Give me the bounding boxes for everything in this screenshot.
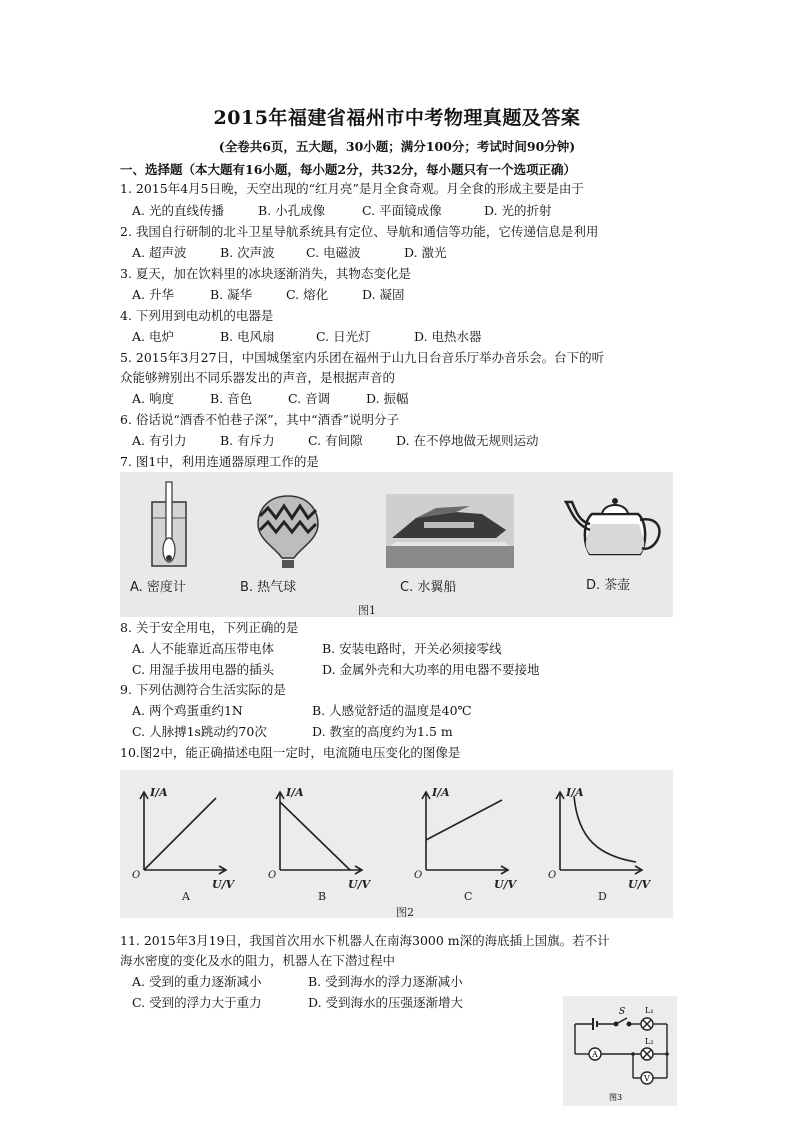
option: D. 电热水器 xyxy=(414,329,482,344)
option: C. 音调 xyxy=(288,391,331,406)
x-axis-label: U/V xyxy=(494,878,517,891)
question-2-options xyxy=(132,244,447,262)
figure-2-caption: 图2 xyxy=(396,906,414,918)
option: B. 受到海水的浮力逐渐减小 xyxy=(308,974,463,989)
figure-1-caption: 图1 xyxy=(358,604,376,617)
option: A. 升华 xyxy=(132,287,174,302)
origin-label: O xyxy=(548,870,557,881)
graph-option-label: D xyxy=(598,890,607,903)
option: A. 电炉 xyxy=(132,329,174,344)
figure-2 xyxy=(120,770,673,918)
option: B. 有斥力 xyxy=(220,433,275,448)
option: A. 人不能靠近高压带电体 xyxy=(132,641,274,656)
figure-2-graphs xyxy=(120,770,673,918)
option: C. 受到的浮力大于重力 xyxy=(132,995,262,1010)
figure-1 xyxy=(120,472,673,617)
question-9-options-row-2 xyxy=(132,723,453,741)
question-5-stem-cont: 众能够辨别出不同乐器发出的声音，是根据声音的 xyxy=(120,370,396,385)
question-9-options-row-1 xyxy=(132,702,472,720)
question-11-options-row-2 xyxy=(132,994,463,1012)
figure-1-item-label: B. 热气球 xyxy=(240,580,297,595)
option: C. 人脉搏1s跳动约70次 xyxy=(132,724,267,739)
figure-1-item-label: D. 茶壶 xyxy=(586,578,631,593)
x-axis-label: U/V xyxy=(628,878,651,891)
option: B. 次声波 xyxy=(220,245,275,260)
question-3-stem: 3. 夏天，加在饮料里的冰块逐渐消失，其物态变化是 xyxy=(120,266,411,281)
option: D. 振幅 xyxy=(366,391,409,406)
figure-1-item-label: C. 水翼船 xyxy=(400,580,457,595)
graph-curve-c xyxy=(426,800,502,840)
question-9-stem: 9. 下列估测符合生活实际的是 xyxy=(120,682,286,697)
voltmeter-label: V xyxy=(644,1074,650,1083)
teapot-icon xyxy=(564,494,670,564)
graph-option-label: C xyxy=(464,890,473,903)
graph-option-label: A xyxy=(182,890,190,903)
option: B. 小孔成像 xyxy=(258,203,326,218)
option: B. 人感觉舒适的温度是40℃ xyxy=(312,703,472,718)
option: C. 电磁波 xyxy=(306,245,361,260)
option: C. 平面镜成像 xyxy=(362,203,442,218)
question-1-options xyxy=(132,202,552,220)
option: C. 有间隙 xyxy=(308,433,363,448)
question-5-options xyxy=(132,390,409,408)
question-11-options-row-1 xyxy=(132,973,463,991)
question-6-stem: 6. 俗话说“酒香不怕巷子深”，其中“酒香”说明分子 xyxy=(120,412,399,427)
ammeter-label: A xyxy=(592,1050,598,1059)
option: D. 在不停地做无规则运动 xyxy=(396,433,539,448)
question-7-stem: 7. 图1中，利用连通器原理工作的是 xyxy=(120,454,319,469)
origin-label: O xyxy=(414,870,423,881)
y-axis-label: I/A xyxy=(150,786,168,799)
option: D. 激光 xyxy=(404,245,447,260)
lamp-1-label: L₁ xyxy=(645,1006,654,1015)
switch-label: S xyxy=(619,1007,626,1017)
option: B. 电风扇 xyxy=(220,329,275,344)
option: D. 光的折射 xyxy=(484,203,552,218)
option: B. 安装电路时，开关必须接零线 xyxy=(322,641,502,656)
option: A. 超声波 xyxy=(132,245,187,260)
y-axis-label: I/A xyxy=(286,786,304,799)
hydrofoil-boat-icon xyxy=(386,494,514,568)
question-4-options xyxy=(132,328,482,346)
origin-label: O xyxy=(268,870,277,881)
page-title: 2015年福建省福州市中考物理真题及答案 xyxy=(213,107,581,129)
option: C. 用湿手拔用电器的插头 xyxy=(132,662,275,677)
option: C. 日光灯 xyxy=(316,329,371,344)
graph-curve-b xyxy=(280,802,350,870)
lamp-2-label: L₂ xyxy=(645,1037,654,1046)
question-4-stem: 4. 下列用到电动机的电器是 xyxy=(120,308,274,323)
option: D. 金属外壳和大功率的用电器不要接地 xyxy=(322,662,540,677)
graph-curve-a xyxy=(144,798,216,870)
question-2-stem: 2. 我国自行研制的北斗卫星导航系统具有定位、导航和通信等功能，它传递信息是利用 xyxy=(120,224,599,239)
origin-label: O xyxy=(132,870,141,881)
option: B. 凝华 xyxy=(210,287,253,302)
question-8-stem: 8. 关于安全用电，下列正确的是 xyxy=(120,620,299,635)
x-axis-label: U/V xyxy=(212,878,235,891)
option: A. 两个鸡蛋重约1N xyxy=(132,703,243,718)
question-1-stem: 1. 2015年4月5日晚，天空出现的“红月亮”是月全食奇观。月全食的形成主要是由于 xyxy=(120,181,584,196)
question-8-options-row-2 xyxy=(132,661,540,679)
option: A. 有引力 xyxy=(132,433,187,448)
figure-1-item-label: A. 密度计 xyxy=(130,580,186,595)
x-axis-label: U/V xyxy=(348,878,371,891)
question-3-options xyxy=(132,286,405,304)
question-8-options-row-1 xyxy=(132,640,502,658)
graph-curve-d xyxy=(574,796,636,862)
figure-3-circuit xyxy=(563,996,677,1106)
question-10-stem: 10.图2中，能正确描述电阻一定时，电流随电压变化的图像是 xyxy=(120,745,461,760)
y-axis-label: I/A xyxy=(432,786,450,799)
question-11-stem-cont: 海水密度的变化及水的阻力，机器人在下潜过程中 xyxy=(120,953,396,968)
figure-3-caption: 图3 xyxy=(609,1093,623,1102)
exam-info: (全卷共6页，五大题，30小题；满分100分；考试时间90分钟) xyxy=(218,139,576,154)
option: D. 受到海水的压强逐渐增大 xyxy=(308,995,464,1010)
option: D. 教室的高度约为1.5 m xyxy=(312,724,453,739)
hot-air-balloon-icon xyxy=(256,494,320,570)
question-11-stem: 11. 2015年3月19日，我国首次用水下机器人在南海3000 m深的海底插上国旗。若不计 xyxy=(120,933,610,948)
option: A. 光的直线传播 xyxy=(132,203,224,218)
y-axis-label: I/A xyxy=(566,786,584,799)
option: C. 熔化 xyxy=(286,287,329,302)
option: D. 凝固 xyxy=(362,287,405,302)
option: A. 响度 xyxy=(132,391,174,406)
option: A. 受到的重力逐渐减小 xyxy=(132,974,262,989)
hydrometer-icon xyxy=(144,480,194,570)
section-heading: 一、选择题（本大题有16小题，每小题2分，共32分，每小题只有一个选项正确） xyxy=(120,162,576,177)
option: B. 音色 xyxy=(210,391,253,406)
question-5-stem: 5. 2015年3月27日，中国城堡室内乐团在福州于山九日台音乐厅举办音乐会。台下的听 xyxy=(120,350,605,365)
question-6-options xyxy=(132,432,539,450)
graph-option-label: B xyxy=(318,890,327,903)
